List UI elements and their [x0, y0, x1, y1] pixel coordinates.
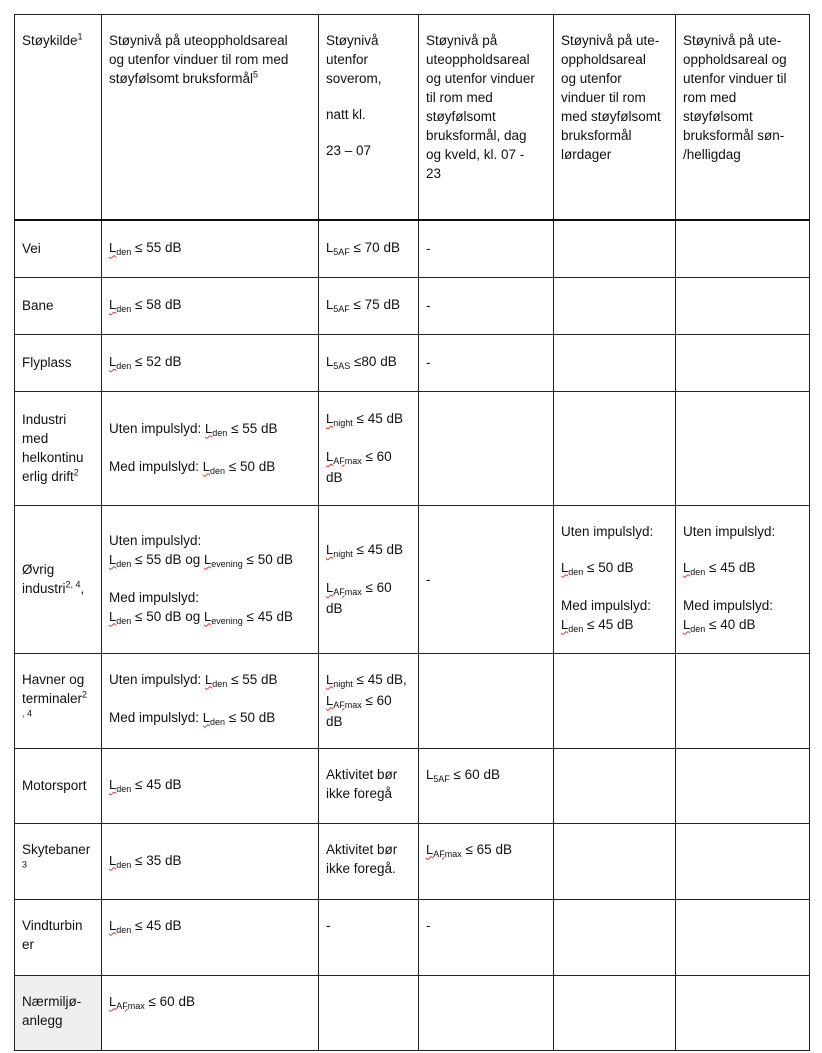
cell-skytebaner-saturday — [554, 823, 676, 899]
cell-industri-sunday — [676, 391, 810, 505]
cell-vindturbiner-day: - — [419, 899, 554, 975]
cell-bane-day: - — [419, 277, 554, 334]
cell-skytebaner-night: Aktivitet bør ikke foregå. — [319, 823, 419, 899]
header-row — [15, 15, 810, 221]
table-row — [15, 748, 810, 823]
table-row — [15, 505, 810, 653]
table-row — [15, 823, 810, 899]
cell-skytebaner-sunday — [676, 823, 810, 899]
header-day-evening-level: Støynivå på uteoppholdsareal og utenfor vinduer til rom med støyfølsomt bruksformål, dag og kveld, kl. 07 - 23 — [419, 15, 554, 221]
cell-flyplass-day: - — [419, 334, 554, 391]
cell-vindturbiner-outdoor: $L_{den} \le 45$ dB — [102, 899, 319, 975]
cell-vei-day: - — [419, 220, 554, 277]
cell-ovrig-night: $L_{night} \le 45$ dB $L_{AFmax} \le 60$ dB — [319, 505, 419, 653]
cell-naermiljo-sunday — [676, 975, 810, 1050]
table-row — [15, 899, 810, 975]
header-saturday-level: Støynivå på ute- oppholdsareal og utenfor vinduer til rom med støyfølsomt bruksformål lørdager — [554, 15, 676, 221]
cell-vei-saturday — [554, 220, 676, 277]
cell-ovrig-day: - — [419, 505, 554, 653]
cell-vindturbiner-saturday — [554, 899, 676, 975]
cell-havner-day — [419, 653, 554, 748]
row-label-vei: Vei — [15, 220, 102, 277]
table-row — [15, 220, 810, 277]
row-label-naermiljoanlegg: Nærmiljø- anlegg — [15, 975, 102, 1050]
cell-havner-sunday — [676, 653, 810, 748]
cell-ovrig-sunday: Uten impulslyd: $L_{den} \le 45$ dB Med impulslyd: $L_{den} \le 40$ dB — [676, 505, 810, 653]
cell-bane-sunday — [676, 277, 810, 334]
cell-industri-night: $L_{night} \le 45$ dB $L_{AFmax} \le 60$ dB — [319, 391, 419, 505]
noise-limits-table — [14, 14, 810, 1051]
header-noise-source: Støykilde$^1$ — [15, 15, 102, 221]
cell-havner-saturday — [554, 653, 676, 748]
cell-bane-night: $L_{5AF} \le 75$ dB — [319, 277, 419, 334]
cell-industri-day — [419, 391, 554, 505]
table-row — [15, 334, 810, 391]
cell-havner-night: $L_{night} \le 45$ dB, $L_{AFmax} \le 60$ dB — [319, 653, 419, 748]
cell-bane-saturday — [554, 277, 676, 334]
cell-naermiljo-saturday — [554, 975, 676, 1050]
row-label-ovrig-industri: Øvrig industri$^{2, 4}$, — [15, 505, 102, 653]
cell-skytebaner-day: $L_{AFmax} \le 65$ dB — [419, 823, 554, 899]
cell-flyplass-night: $L_{5AS} \le 80$ dB — [319, 334, 419, 391]
row-label-motorsport: Motorsport — [15, 748, 102, 823]
cell-vei-sunday — [676, 220, 810, 277]
table-row — [15, 277, 810, 334]
cell-naermiljo-day — [419, 975, 554, 1050]
table-row — [15, 975, 810, 1050]
cell-vei-night: $L_{5AF} \le 70$ dB — [319, 220, 419, 277]
cell-flyplass-saturday — [554, 334, 676, 391]
cell-motorsport-outdoor: $L_{den} \le 45$ dB — [102, 748, 319, 823]
cell-industri-outdoor: Uten impulslyd: $L_{den} \le 55$ dB Med impulslyd: $L_{den} \le 50$ dB — [102, 391, 319, 505]
cell-naermiljo-night — [319, 975, 419, 1050]
cell-motorsport-saturday — [554, 748, 676, 823]
cell-motorsport-night: Aktivitet bør ikke foregå — [319, 748, 419, 823]
cell-industri-saturday — [554, 391, 676, 505]
cell-ovrig-outdoor: Uten impulslyd: $L_{den} \le 55$ dB og $L_{evening} \le 50$ dB Med impulslyd: $L_{den} \le 50$ dB og $L_{evening} \le 45$ dB — [102, 505, 319, 653]
header-outdoor-level: Støynivå på uteoppholdsareal og utenfor vinduer til rom med støyfølsomt bruksformål$^5$ — [102, 15, 319, 221]
row-label-flyplass: Flyplass — [15, 334, 102, 391]
cell-skytebaner-outdoor: $L_{den} \le 35$ dB — [102, 823, 319, 899]
row-label-skytebaner: Skytebaner $^3$ — [15, 823, 102, 899]
cell-vei-outdoor: $L_{den} \le 55$ dB — [102, 220, 319, 277]
table-row — [15, 391, 810, 505]
row-label-bane: Bane — [15, 277, 102, 334]
cell-vindturbiner-night: - — [319, 899, 419, 975]
cell-motorsport-sunday — [676, 748, 810, 823]
row-label-industri: Industri med helkontinu erlig drift$^2$ — [15, 391, 102, 505]
header-night-level: Støynivå utenfor soverom, natt kl. 23 – 07 — [319, 15, 419, 221]
cell-flyplass-sunday — [676, 334, 810, 391]
row-label-havner: Havner og terminaler$^2$ $^{, 4}$ — [15, 653, 102, 748]
cell-havner-outdoor: Uten impulslyd: $L_{den} \le 55$ dB Med impulslyd: $L_{den} \le 50$ dB — [102, 653, 319, 748]
cell-flyplass-outdoor: $L_{den} \le 52$ dB — [102, 334, 319, 391]
cell-naermiljo-outdoor: $L_{AFmax} \le 60$ dB — [102, 975, 319, 1050]
cell-bane-outdoor: $L_{den} \le 58$ dB — [102, 277, 319, 334]
cell-vindturbiner-sunday — [676, 899, 810, 975]
table-row — [15, 653, 810, 748]
cell-motorsport-day: $L_{5AF} \le 60$ dB — [419, 748, 554, 823]
header-sunday-level: Støynivå på ute- oppholdsareal og utenfor vinduer til rom med støyfølsomt bruksformål søn- /helligdag — [676, 15, 810, 221]
row-label-vindturbiner: Vindturbin er — [15, 899, 102, 975]
cell-ovrig-saturday: Uten impulslyd: $L_{den} \le 50$ dB Med impulslyd: $L_{den} \le 45$ dB — [554, 505, 676, 653]
